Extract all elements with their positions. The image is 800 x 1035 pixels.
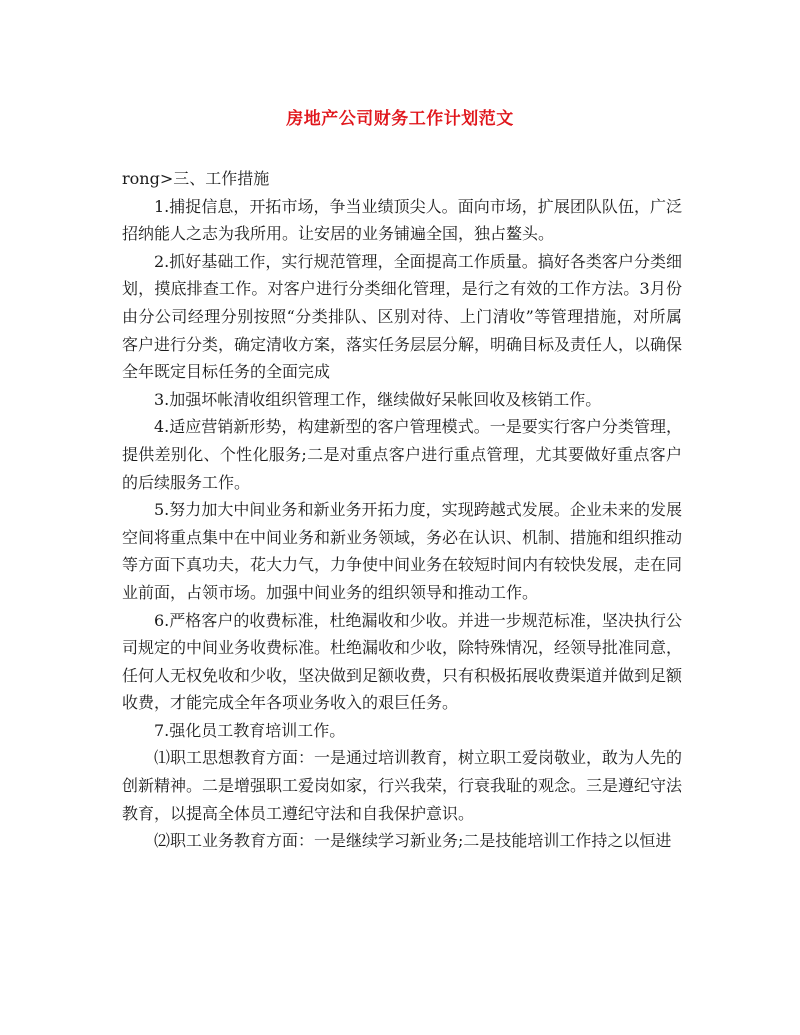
paragraph-1: 1.捕捉信息，开拓市场，争当业绩顶尖人。面向市场，扩展团队队伍，广泛招纳能人之志为我所用。让安居的业务铺遍全国，独占鳌头。 bbox=[122, 196, 682, 244]
paragraph-6: 6.严格客户的收费标准，杜绝漏收和少收。并进一步规范标准，坚决执行公司规定的中间业务收费标准。杜绝漏收和少收，除特殊情况，经领导批准同意，任何人无权免收和少收，坚决做到足额收费，只有积极拓展收费渠道并做到足额收费，才能完成全年各项业务收入的艰巨任务。 bbox=[122, 610, 683, 713]
document-body bbox=[122, 165, 682, 855]
paragraph-7-2: ⑵职工业务教育方面：一是继续学习新业务;二是技能培训工作持之以恒进 bbox=[154, 831, 672, 851]
paragraph-4: 4.适应营销新形势，构建新型的客户管理模式。一是要实行客户分类管理，提供差别化、个性化服务;二是对重点客户进行重点管理，尤其要做好重点客户的后续服务工作。 bbox=[122, 417, 682, 492]
section-heading: rong>三、工作措施 bbox=[122, 169, 270, 188]
paragraph-7-1: ⑴职工思想教育方面：一是通过培训教育，树立职工爱岗敬业，敢为人先的创新精神。二是增强职工爱岗如家，行兴我荣，行衰我耻的观念。三是遵纪守法教育，以提高全体员工遵纪守法和自我保护意识。 bbox=[122, 748, 683, 823]
paragraph-3: 3.加强坏帐清收组织管理工作，继续做好呆帐回收及核销工作。 bbox=[154, 389, 602, 409]
document-title: 房地产公司财务工作计划范文 bbox=[286, 109, 514, 129]
paragraph-2: 2.抓好基础工作，实行规范管理，全面提高工作质量。搞好各类客户分类细划，摸底排查工作。对客户进行分类细化管理，是行之有效的工作方法。3月份由分公司经理分别按照“分类排队、区别对待、上门清收”等管理措施，对所属客户进行分类，确定清收方案，落实任务层层分解，明确目标及责任人，以确保全年既定目标任务的全面完成 bbox=[122, 251, 683, 382]
paragraph-5: 5.努力加大中间业务和新业务开拓力度，实现跨越式发展。企业未来的发展空间将重点集中在中间业务和新业务领域，务必在认识、机制、措施和组织推动等方面下真功夫，花大力气，力争使中间业务在较短时间内有较快发展，走在同业前面，占领市场。加强中间业务的组织领导和推动工作。 bbox=[122, 500, 683, 602]
paragraph-7: 7.强化员工教育培训工作。 bbox=[154, 720, 346, 740]
